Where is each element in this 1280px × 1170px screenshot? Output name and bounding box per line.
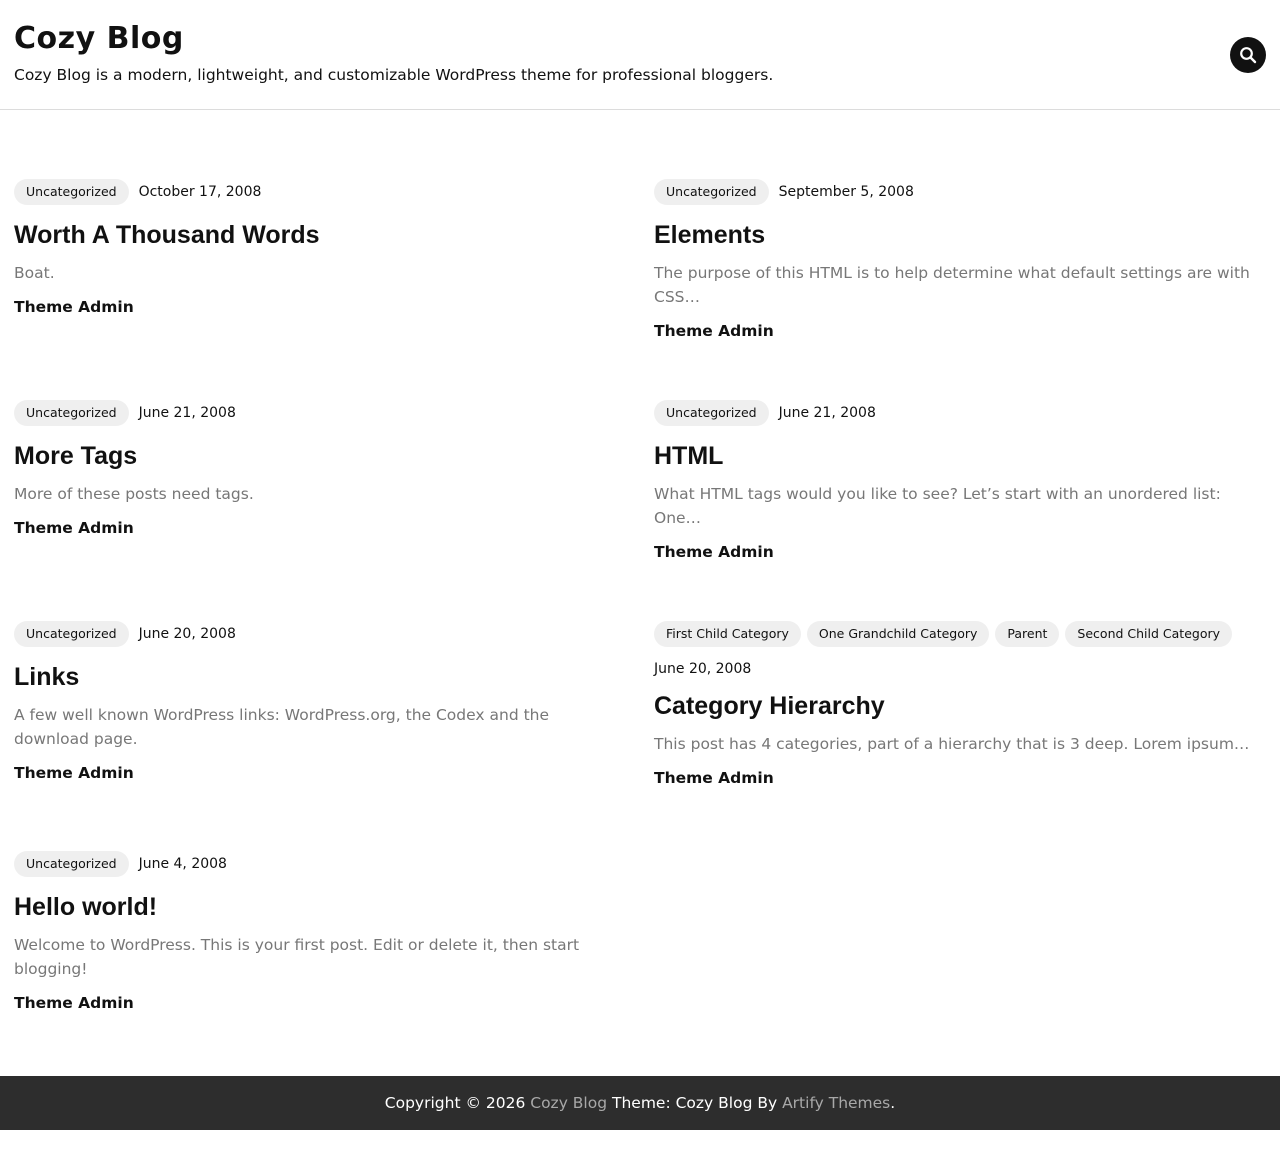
post-author[interactable]: Theme Admin xyxy=(14,519,134,537)
category-badge[interactable]: Uncategorized xyxy=(14,621,129,647)
post-author[interactable]: Theme Admin xyxy=(14,994,134,1012)
post-title[interactable]: Hello world! xyxy=(14,893,158,921)
category-badge[interactable]: Uncategorized xyxy=(654,179,769,205)
category-badge[interactable]: First Child Category xyxy=(654,621,801,647)
post-title[interactable]: Category Hierarchy xyxy=(654,692,885,720)
post-date[interactable]: June 20, 2008 xyxy=(138,626,236,642)
search-icon xyxy=(1239,46,1257,64)
category-badge[interactable]: Uncategorized xyxy=(654,400,769,426)
post-date[interactable]: October 17, 2008 xyxy=(138,184,262,200)
post-meta xyxy=(654,179,1266,205)
post-card xyxy=(654,179,1266,343)
post-date[interactable]: June 21, 2008 xyxy=(778,405,876,421)
category-badge[interactable]: Second Child Category xyxy=(1065,621,1232,647)
category-list xyxy=(14,179,129,205)
post-title[interactable]: Worth A Thousand Words xyxy=(14,221,320,249)
site-tagline: Cozy Blog is a modern, lightweight, and customizable WordPress theme for professional bloggers. xyxy=(14,66,774,84)
post-excerpt: This post has 4 categories, part of a hierarchy that is 3 deep. Lorem ipsum… xyxy=(654,735,1250,753)
footer-site-link[interactable]: Cozy Blog xyxy=(530,1094,608,1112)
post-card xyxy=(14,400,626,540)
footer-suffix: . xyxy=(890,1094,896,1112)
post-card xyxy=(14,179,626,319)
post-card xyxy=(14,621,626,785)
post-meta xyxy=(14,179,626,205)
category-badge[interactable]: Uncategorized xyxy=(14,400,129,426)
post-excerpt: What HTML tags would you like to see? Let’s start with an unordered list: One… xyxy=(654,485,1221,527)
post-meta xyxy=(14,851,626,877)
category-badge[interactable]: Uncategorized xyxy=(14,851,129,877)
post-meta xyxy=(14,400,626,426)
category-list xyxy=(654,400,769,426)
footer-author-link[interactable]: Artify Themes xyxy=(782,1094,891,1112)
post-date[interactable]: June 20, 2008 xyxy=(654,661,752,677)
category-list xyxy=(14,400,129,426)
post-excerpt: The purpose of this HTML is to help determine what default settings are with CSS… xyxy=(654,264,1250,306)
post-excerpt: A few well known WordPress links: WordPress.org, the Codex and the download page. xyxy=(14,706,550,748)
post-title[interactable]: HTML xyxy=(654,442,724,470)
post-card xyxy=(654,621,1266,790)
theme-credit-text: Theme: Cozy Blog By xyxy=(607,1094,783,1112)
post-author[interactable]: Theme Admin xyxy=(654,769,774,787)
search-button[interactable] xyxy=(1230,37,1266,73)
site-footer xyxy=(0,1076,1280,1130)
category-list xyxy=(14,851,129,877)
category-list xyxy=(654,179,769,205)
post-title[interactable]: Links xyxy=(14,663,80,691)
post-card xyxy=(654,400,1266,564)
post-date[interactable]: September 5, 2008 xyxy=(778,184,914,200)
post-title[interactable]: More Tags xyxy=(14,442,138,470)
post-excerpt: Boat. xyxy=(14,264,55,282)
post-meta xyxy=(654,621,1266,647)
post-excerpt: Welcome to WordPress. This is your first post. Edit or delete it, then start blogging! xyxy=(14,936,580,978)
site-title[interactable]: Cozy Blog xyxy=(14,21,184,56)
post-title[interactable]: Elements xyxy=(654,221,766,249)
post-card xyxy=(14,851,626,1015)
post-excerpt: More of these posts need tags. xyxy=(14,485,254,503)
post-author[interactable]: Theme Admin xyxy=(14,764,134,782)
post-author[interactable]: Theme Admin xyxy=(14,298,134,316)
post-date[interactable]: June 21, 2008 xyxy=(138,405,236,421)
post-author[interactable]: Theme Admin xyxy=(654,543,774,561)
category-badge[interactable]: One Grandchild Category xyxy=(807,621,990,647)
category-badge[interactable]: Uncategorized xyxy=(14,179,129,205)
post-author[interactable]: Theme Admin xyxy=(654,322,774,340)
category-list xyxy=(654,621,1232,647)
post-date[interactable]: June 4, 2008 xyxy=(138,856,227,872)
category-badge[interactable]: Parent xyxy=(995,621,1059,647)
copyright-text: Copyright © 2026 xyxy=(384,1094,531,1112)
post-meta xyxy=(14,621,626,647)
category-list xyxy=(14,621,129,647)
site-header xyxy=(0,0,1280,110)
post-meta xyxy=(654,400,1266,426)
